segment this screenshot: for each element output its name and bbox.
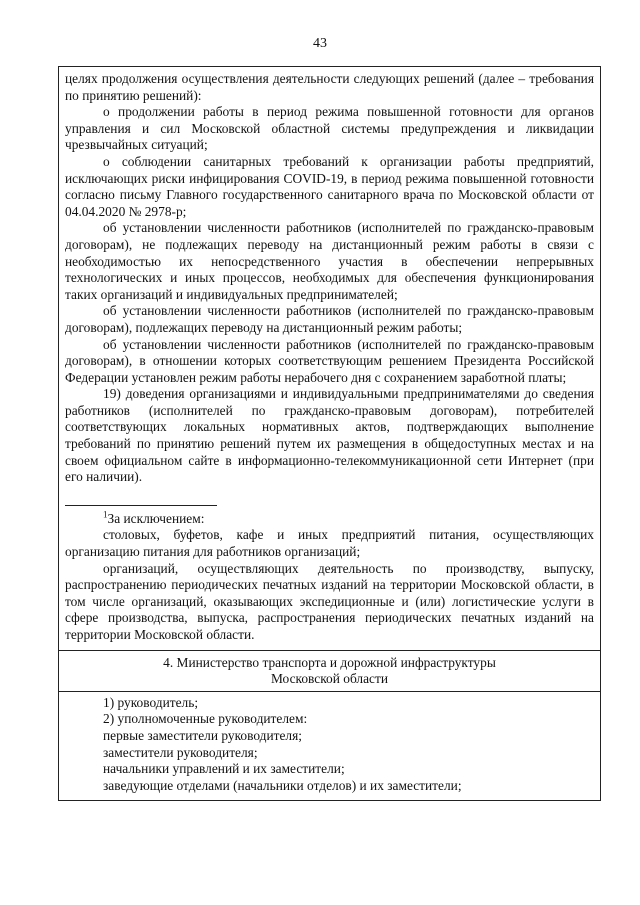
- section-list: [59, 691, 600, 801]
- list-item: 2) уполномоченные руководителем:: [103, 711, 308, 727]
- footnote-divider: [65, 505, 217, 506]
- paragraph: об установлении численности работников (исполнителей по гражданско-правовым договорам), в отношении которых соответствующим решением Президента Российской Федерации установлен режим работы нерабочего дня с сохранением заработной платы;: [65, 336, 594, 385]
- paragraph: о продолжении работы в период режима повышенной готовности для органов управления и сил Московской областной системы предупреждения и ликвидации чрезвычайных ситуаций;: [65, 104, 594, 153]
- paragraph: об установлении численности работников (исполнителей по гражданско-правовым договорам), не подлежащих переводу на дистанционный режим работы в связи с необходимостью их непосредственного участия в обеспечении непрерывных технологических и иных процессов, необходимых для обеспечения функционирования таких организаций и индивидуальных предпринимателей;: [65, 220, 594, 302]
- list-item: первые заместители руководителя;: [103, 727, 302, 743]
- paragraph: об установлении численности работников (исполнителей по гражданско-правовым договорам), подлежащих переводу на дистанционный режим работы;: [65, 303, 594, 335]
- section-title-line1: 4. Министерство транспорта и дорожной инфраструктуры: [163, 654, 496, 670]
- footnote-title: [65, 511, 594, 528]
- footnote-mark: 1: [103, 509, 108, 520]
- list-item: 1) руководитель;: [103, 694, 199, 710]
- footnote-paragraph: столовых, буфетов, кафе и иных предприятий питания, осуществляющих организацию питания для работников организаций;: [65, 527, 594, 560]
- list-item: начальники управлений и их заместители;: [103, 761, 345, 777]
- page-number: 43: [313, 36, 327, 51]
- footnote-title-text: За исключением:: [107, 510, 205, 526]
- section-title-line2: Московской области: [270, 671, 389, 687]
- section-header: [59, 650, 600, 691]
- footnote: [65, 511, 594, 644]
- list-item: заведующие отделами (начальники отделов) и их заместители;: [103, 777, 462, 793]
- main-text-cell: [59, 67, 600, 650]
- paragraph: о соблюдении санитарных требований к организации работы предприятий, исключающих риски инфицирования COVID-19, в период режима повышенной готовности согласно письму Главного государственного санитарного врача по Московской области от 04.04.2020 № 2978-р;: [65, 153, 594, 219]
- footnote-paragraph: организаций, осуществляющих деятельность по производству, выпуску, распространению периодических печатных изданий на территории Московской области, в том числе организаций, оказывающих экспедиционные и (или) логистические услуги в сфере производства, выпуска, распространения периодических печатных изданий на территории Московской области.: [65, 560, 594, 642]
- paragraph: целях продолжения осуществления деятельности следующих решений (далее – требования по принятию решений):: [65, 71, 594, 103]
- document-table: [58, 66, 601, 801]
- paragraph: 19) доведения организациями и индивидуальными предпринимателями до сведения работников (исполнителей по гражданско-правовым договорам), потребителей соответствующих локальных нормативных актов, подтверждающих выполнение требований по принятию решений путем их размещения в общедоступных местах и на своем официальном сайте в информационно-телекоммуникационной сети Интернет (при его наличии).: [65, 386, 594, 485]
- list-item: заместители руководителя;: [103, 744, 258, 760]
